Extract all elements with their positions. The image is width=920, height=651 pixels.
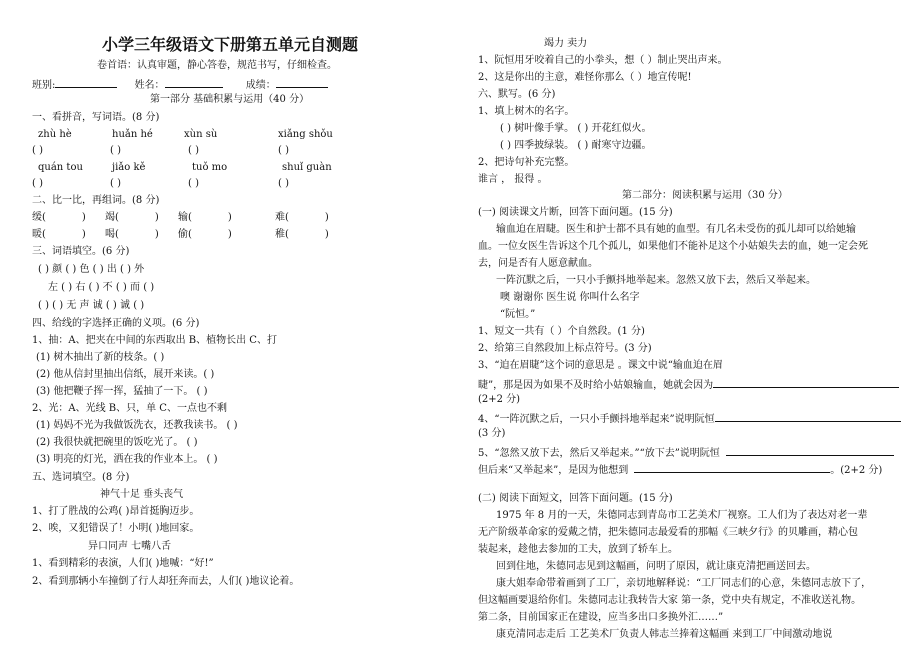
reading-a-q2: 2、给第三自然段加上标点符号。(3 分) <box>478 343 652 354</box>
score-label: 成绩： <box>245 80 276 91</box>
close-paren: ) <box>324 212 329 223</box>
reading-b-heading: (二) 阅读下面短文，回答下面问题。(15 分) <box>478 493 673 504</box>
close-paren: ) <box>81 212 86 223</box>
q5b-text: 但后来“又举起来”，是因为他想到 <box>478 465 629 476</box>
choice-q5: 1、阮恒用牙咬着自己的小拳头，想（ ）制止哭出声来。 <box>478 55 728 66</box>
idiom-line-3: ( ) ( ) 无 声 诚 ( ) 诚 ( ) <box>38 300 145 311</box>
reading-a-p2: 血。一位女医生告诉这个几个孤儿，如果他们不能补足这个小姑娘失去的血，她一定会死 <box>478 241 868 252</box>
compare-row-1 <box>32 212 329 224</box>
choice-q1: 1、打了胜战的公鸡( )昂首挺胸迈步。 <box>32 506 200 517</box>
close-paren: ) <box>324 229 329 240</box>
q4-text: 4、“一阵沉默之后，一只小手颤抖地举起来”说明阮恒 <box>478 414 715 425</box>
q5c-text: 。(2+2 分) <box>830 465 883 476</box>
compare-word: 暖( <box>32 229 46 240</box>
bracket: ( ) <box>110 178 121 189</box>
part1-heading: 第一部分 基础积累与运用（40 分） <box>150 94 310 105</box>
q3b-text: 睫”，那是因为如果不及时给小姑娘输血，她就会因为 <box>478 380 714 391</box>
tree-line-2: ( ) 四季披绿装。 ( ) 耐寒守边疆。 <box>500 140 652 151</box>
reading-b-p4: 回到住地，朱德同志见到这幅画，问明了原因，就让康克清把画送回去。 <box>496 561 816 572</box>
compare-word: 输( <box>178 212 192 223</box>
s5-heading: 五、选词填空。(8 分) <box>32 472 130 483</box>
pinyin-1: zhù hè <box>38 129 72 140</box>
compare-word: 偷( <box>178 229 192 240</box>
s6a: 1、填上树木的名字。 <box>478 106 575 117</box>
pinyin-6: jiǎo kě <box>112 162 146 173</box>
meaning-q1c: (3) 他把鞭子挥一挥，猛抽了一下。 ( ) <box>36 386 208 397</box>
pinyin-4: xiǎng shǒu <box>278 129 333 140</box>
reading-a-q1: 1、短文一共有（ ）个自然段。(1 分) <box>478 326 645 337</box>
answer-line <box>713 377 899 388</box>
score-blank <box>276 77 328 88</box>
answer-line <box>715 411 901 422</box>
close-paren: ) <box>81 229 86 240</box>
bracket: ( ) <box>188 178 199 189</box>
meaning-q1: 1、抽：A、把夹在中间的东西取出 B、植物长出 C、打 <box>32 335 277 346</box>
pinyin-5: quán tou <box>38 162 83 173</box>
reading-a-p3: 去，问是否有人愿意献血。 <box>478 258 598 269</box>
reading-a-q5b <box>478 462 882 477</box>
bracket: ( ) <box>278 178 289 189</box>
answer-line <box>634 462 830 473</box>
reading-a-p5: 噢 谢谢你 医生说 你叫什么名字 <box>500 292 640 303</box>
word-choices-3: 竭力 卖力 <box>544 38 588 49</box>
info-line <box>32 77 328 92</box>
meaning-q1a: (1) 树木抽出了新的枝条。( ) <box>36 352 165 363</box>
class-label: 班别: <box>32 80 56 91</box>
close-paren: ) <box>227 229 232 240</box>
motto: 卷首语：认真审题，静心答卷，规范书写，仔细检查。 <box>97 60 337 71</box>
compare-word: 难( <box>275 212 289 223</box>
meaning-q2a: (1) 妈妈不光为我做饭洗衣，还教我读书。 ( ) <box>36 420 238 431</box>
reading-a-heading: (一) 阅读课文片断，回答下面问题。(15 分) <box>478 207 673 218</box>
page-title: 小学三年级语文下册第五单元自测题 <box>102 35 359 54</box>
s2-heading: 二、比一比，再组词。(8 分) <box>32 195 160 206</box>
reading-b-p2: 无产阶级革命家的爱戴之情，把朱德同志最爱看的那幅《三峡夕行》的贝雕画，精心包 <box>478 527 858 538</box>
bracket: ( ) <box>188 145 199 156</box>
bracket: ( ) <box>278 145 289 156</box>
compare-word: 稚( <box>275 229 289 240</box>
word-choices-2: 异口同声 七嘴八舌 <box>88 541 172 552</box>
choice-q6: 2、这是你出的主意，难怪你那么（ ）地宣传呢! <box>478 72 692 83</box>
reading-b-p7: 第二条，目前国家正在建设，应当多出口多换外汇……” <box>478 612 724 623</box>
bracket: ( ) <box>32 145 43 156</box>
compare-word: 缓( <box>32 212 46 223</box>
meaning-q1b: (2) 他从信封里抽出信纸，展开来读。( ) <box>36 369 215 380</box>
s3-heading: 三、词语填空。(6 分) <box>32 246 130 257</box>
s6b: 2、把诗句补充完整。 <box>478 157 575 168</box>
compare-row-2 <box>32 229 329 241</box>
reading-b-p6: 但这幅画要退给你们。朱德同志让我转告大家 第一条，党中央有规定，不准收送礼物。 <box>478 595 862 606</box>
choice-q2: 2、唉，又犯错误了！小明( )地回家。 <box>32 523 200 534</box>
reading-a-p1: 输血迫在眉睫。医生和护士都不具有她的血型。有几名未受伤的孤儿却可以给她输 <box>496 224 856 235</box>
poem-line: 谁言 ， 报得 。 <box>478 174 548 185</box>
reading-a-p4: 一阵沉默之后，一只小手颤抖地举起来。忽然又放下去，然后又举起来。 <box>496 275 816 286</box>
reading-b-p8: 康克清同志走后 工艺美术厂负责人韩志兰捧着这幅画 来到工厂中间激动地说 <box>496 629 833 640</box>
bracket: ( ) <box>110 145 121 156</box>
idiom-line-2: 左 ( ) 右 ( ) 不 ( ) 而 ( ) <box>48 282 155 293</box>
tree-line-1: ( ) 树叶像手掌。 ( ) 开花红似火。 <box>500 123 652 134</box>
reading-a-p6: “阮恒。” <box>500 309 536 320</box>
s4-heading: 四、给线的字选择正确的义项。(6 分) <box>32 318 200 329</box>
close-paren: ) <box>154 212 159 223</box>
reading-a-q3: 3、“迫在眉睫”这个词的意思是 。课文中说“输血迫在眉 <box>478 360 723 371</box>
q5-text: 5、“忽然又放下去，然后又举起来。”“放下去”说明阮恒 <box>478 448 720 459</box>
answer-line <box>726 445 894 456</box>
reading-b-p3: 装起来，趁他去参加的工夫，放到了轿车上。 <box>478 544 678 555</box>
s1-heading: 一、看拼音，写词语。(8 分) <box>32 112 160 123</box>
word-choices-1: 神气十足 垂头丧气 <box>100 489 184 500</box>
pinyin-7: tuǒ mo <box>192 162 228 173</box>
meaning-q2: 2、光：A、光线 B、只，单 C、一点也不剩 <box>32 403 227 414</box>
name-label: 姓名： <box>134 80 165 91</box>
reading-a-q5 <box>478 445 894 460</box>
name-blank <box>165 77 223 88</box>
reading-a-q3b <box>478 377 899 392</box>
pinyin-8: shuǐ guàn <box>282 162 332 173</box>
compare-word: 竭( <box>105 212 119 223</box>
reading-b-p5: 康大姐奉命带着画到了工厂，亲切地解释说：“工厂同志们的心意，朱德同志放下了， <box>496 578 872 589</box>
compare-word: 喝( <box>105 229 119 240</box>
s6-heading: 六、默写。(6 分) <box>478 89 556 100</box>
reading-a-q3c: (2+2 分) <box>478 394 521 405</box>
class-blank <box>55 77 117 88</box>
close-paren: ) <box>154 229 159 240</box>
idiom-line-1: ( ) 颜 ( ) 色 ( ) 出 ( ) 外 <box>38 264 145 275</box>
meaning-q2c: (3) 明亮的灯光，洒在我的作业本上。 ( ) <box>36 454 218 465</box>
bracket: ( ) <box>32 178 43 189</box>
reading-a-q4b: (3 分) <box>478 428 506 439</box>
choice-q4: 2、看到那辆小车撞倒了行人却狂奔而去，人们( )地议论着。 <box>32 576 300 587</box>
pinyin-3: xùn sù <box>184 129 218 140</box>
reading-a-q4 <box>478 411 901 426</box>
pinyin-2: huǎn hé <box>112 129 153 140</box>
reading-b-p1: 1975 年 8 月的一天，朱德同志到青岛市工艺美术厂视察。工人们为了表达对老一辈 <box>496 510 868 521</box>
meaning-q2b: (2) 我很快就把碗里的饭吃光了。 ( ) <box>36 437 198 448</box>
part2-heading: 第二部分：阅读积累与运用（30 分） <box>622 190 788 201</box>
choice-q3: 1、看到精彩的表演，人们( )地喊：“好!” <box>32 558 214 569</box>
close-paren: ) <box>227 212 232 223</box>
